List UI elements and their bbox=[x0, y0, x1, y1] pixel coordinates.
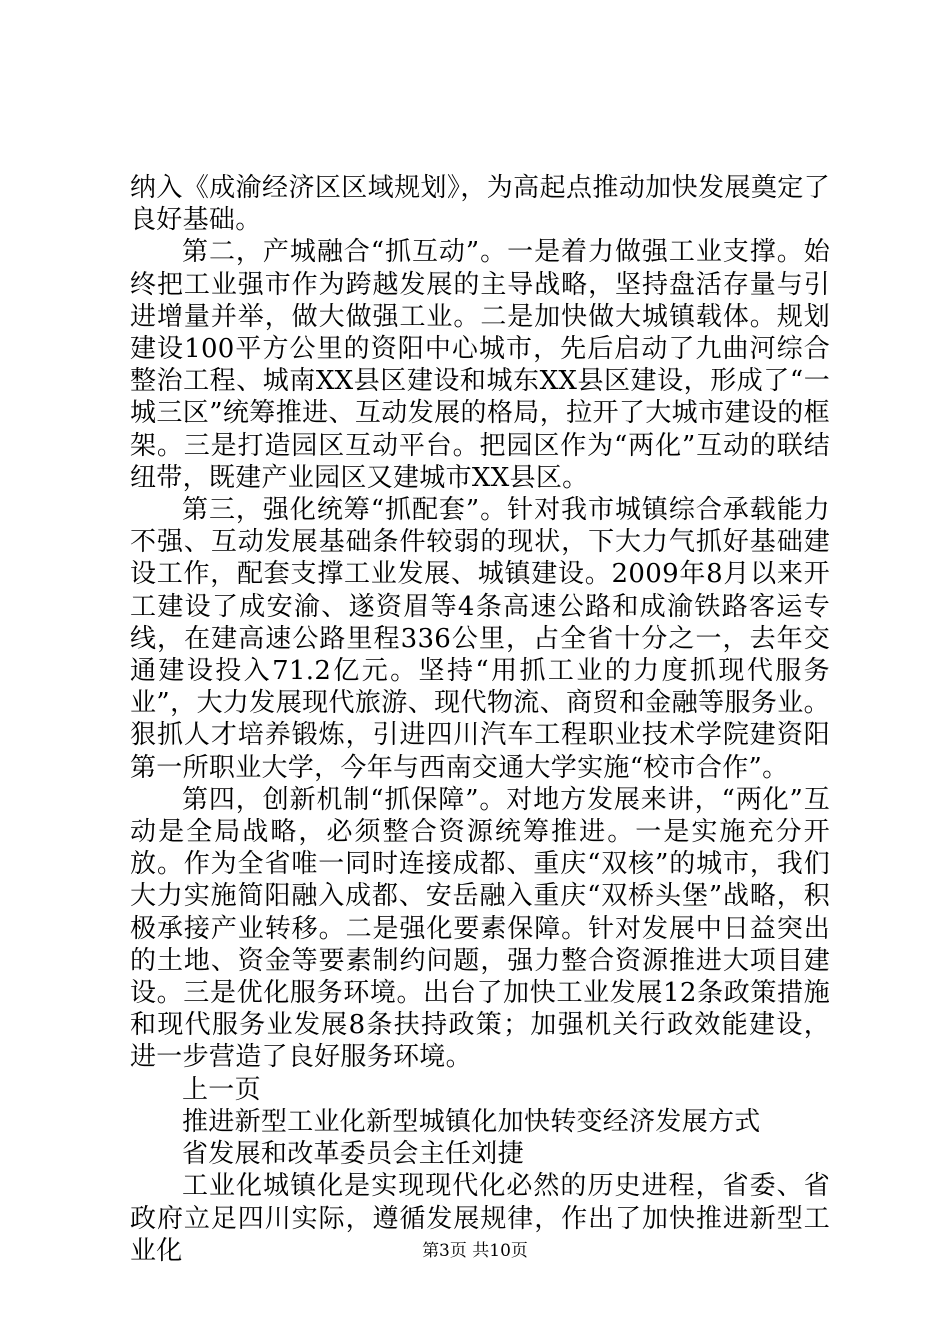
document-body bbox=[130, 172, 830, 1267]
paragraph-second-point: 第二，产城融合“抓互动”。一是着力做强工业支撑。始终把工业强市作为跨越发展的主导战略，坚持盘活存量与引进增量并举，做大做强工业。二是加快做大城镇载体。规划建设100平方公里的资阳中心城市，先后启动了九曲河综合整治工程、城南XX县区建设和城东XX县区建设，形成了“一城三区”统筹推进、互动发展的格局，拉开了大城市建设的框架。三是打造园区互动平台。把园区作为“两化”互动的联结纽带，既建产业园区又建城市XX县区。 bbox=[130, 237, 830, 493]
page-number-footer: 第3页 共10页 bbox=[422, 1241, 528, 1261]
previous-page-link[interactable]: 上一页 bbox=[182, 1074, 261, 1105]
article-title: 推进新型工业化新型城镇化加快转变经济发展方式 bbox=[182, 1106, 761, 1137]
paragraph-fourth-point: 第四，创新机制“抓保障”。对地方发展来讲，“两化”互动是全局战略，必须整合资源统筹推进。一是实施充分开放。作为全省唯一同时连接成都、重庆“双核”的城市，我们大力实施简阳融入成都、安岳融入重庆“双桥头堡”战略，积极承接产业转移。二是强化要素保障。针对发展中日益突出的土地、资金等要素制约问题，强力整合资源推进大项目建设。三是优化服务环境。出台了加快工业发展12条政策措施和现代服务业发展8条扶持政策；加强机关行政效能建设，进一步营造了良好服务环境。 bbox=[130, 784, 830, 1073]
paragraph-third-point: 第三，强化统筹“抓配套”。针对我市城镇综合承载能力不强、互动发展基础条件较弱的现状，下大力气抓好基础建设工作，配套支撑工业发展、城镇建设。2009年8月以来开工建设了成安渝、遂资眉等4条高速公路和成渝铁路客运专线，在建高速公路里程336公里，占全省十分之一，去年交通建设投入71.2亿元。坚持“用抓工业的力度抓现代服务业”，大力发展现代旅游、现代物流、商贸和金融等服务业。狠抓人才培养锻炼，引进四川汽车工程职业技术学院建资阳第一所职业大学，今年与西南交通大学实施“校市合作”。 bbox=[130, 495, 830, 783]
article-author: 省发展和改革委员会主任刘捷 bbox=[182, 1139, 524, 1170]
paragraph-article-intro: 工业化城镇化是实现现代化必然的历史进程，省委、省政府立足四川实际，遵循发展规律，作出了加快推进新型工业化 bbox=[130, 1171, 830, 1266]
paragraph-continuation: 纳入《成渝经济区区域规划》，为高起点推动加快发展奠定了良好基础。 bbox=[130, 173, 830, 236]
